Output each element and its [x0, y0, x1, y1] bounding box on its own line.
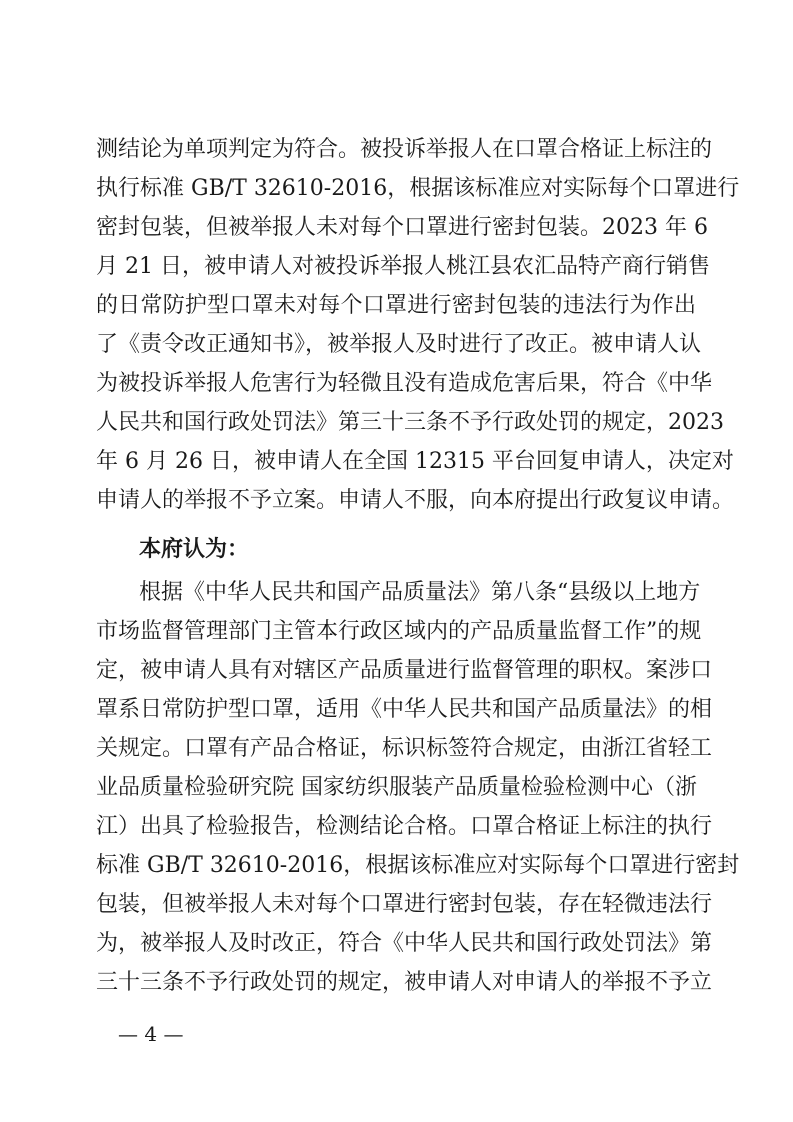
paragraph-2-line: 三十三条不予行政处罚的规定，被申请人对申请人的举报不予立	[96, 970, 713, 995]
paragraph-2-line: 定，被申请人具有对辖区产品质量进行监督管理的职权。案涉口	[96, 658, 713, 683]
paragraph-1-line: 执行标准 GB/T 32610-2016，根据该标准应对实际每个口罩进行	[96, 176, 740, 201]
paragraph-2-line: 市场监督管理部门主管本行政区域内的产品质量监督工作”的规	[96, 619, 702, 644]
paragraph-2-line: 根据《中华人民共和国产品质量法》第八条“县级以上地方	[139, 580, 701, 605]
paragraph-1-line: 月 21 日，被申请人对被投诉举报人桃江县农汇品特产商行销售	[96, 254, 710, 279]
paragraph-2-line: 业品质量检验研究院 国家纺织服装产品质量检验检测中心（浙	[96, 775, 697, 800]
paragraph-1-line: 人民共和国行政处罚法》第三十三条不予行政处罚的规定，2023	[96, 410, 724, 435]
paragraph-1-line: 申请人的举报不予立案。申请人不服，向本府提出行政复议申请。	[96, 488, 735, 513]
paragraph-2-line: 江）出具了检验报告，检测结论合格。口罩合格证上标注的执行	[96, 814, 713, 839]
paragraph-1-line: 的日常防护型口罩未对每个口罩进行密封包装的违法行为作出	[96, 293, 696, 318]
paragraph-1-line: 密封包装，但被举报人未对每个口罩进行密封包装。2023 年 6	[96, 215, 708, 240]
page-number: — 4 —	[118, 1022, 184, 1046]
paragraph-2-line: 关规定。口罩有产品合格证，标识标签符合规定，由浙江省轻工	[96, 736, 713, 761]
section-heading: 本府认为：	[139, 537, 250, 562]
paragraph-2-line: 为，被举报人及时改正，符合《中华人民共和国行政处罚法》第	[96, 931, 713, 956]
paragraph-1-line: 了《责令改正通知书》，被举报人及时进行了改正。被申请人认	[96, 332, 702, 357]
paragraph-2-line: 包装，但被举报人未对每个口罩进行密封包装，存在轻微违法行	[96, 892, 713, 917]
paragraph-2-line: 标准 GB/T 32610-2016，根据该标准应对实际每个口罩进行密封	[96, 853, 740, 878]
paragraph-2-line: 罩系日常防护型口罩，适用《中华人民共和国产品质量法》的相	[96, 697, 713, 722]
paragraph-1-line: 年 6 月 26 日，被申请人在全国 12315 平台回复申请人，决定对	[96, 449, 734, 474]
paragraph-1-line: 为被投诉举报人危害行为轻微且没有造成危害后果，符合《中华	[96, 371, 713, 396]
paragraph-1-line: 测结论为单项判定为符合。被投诉举报人在口罩合格证上标注的	[96, 137, 713, 162]
